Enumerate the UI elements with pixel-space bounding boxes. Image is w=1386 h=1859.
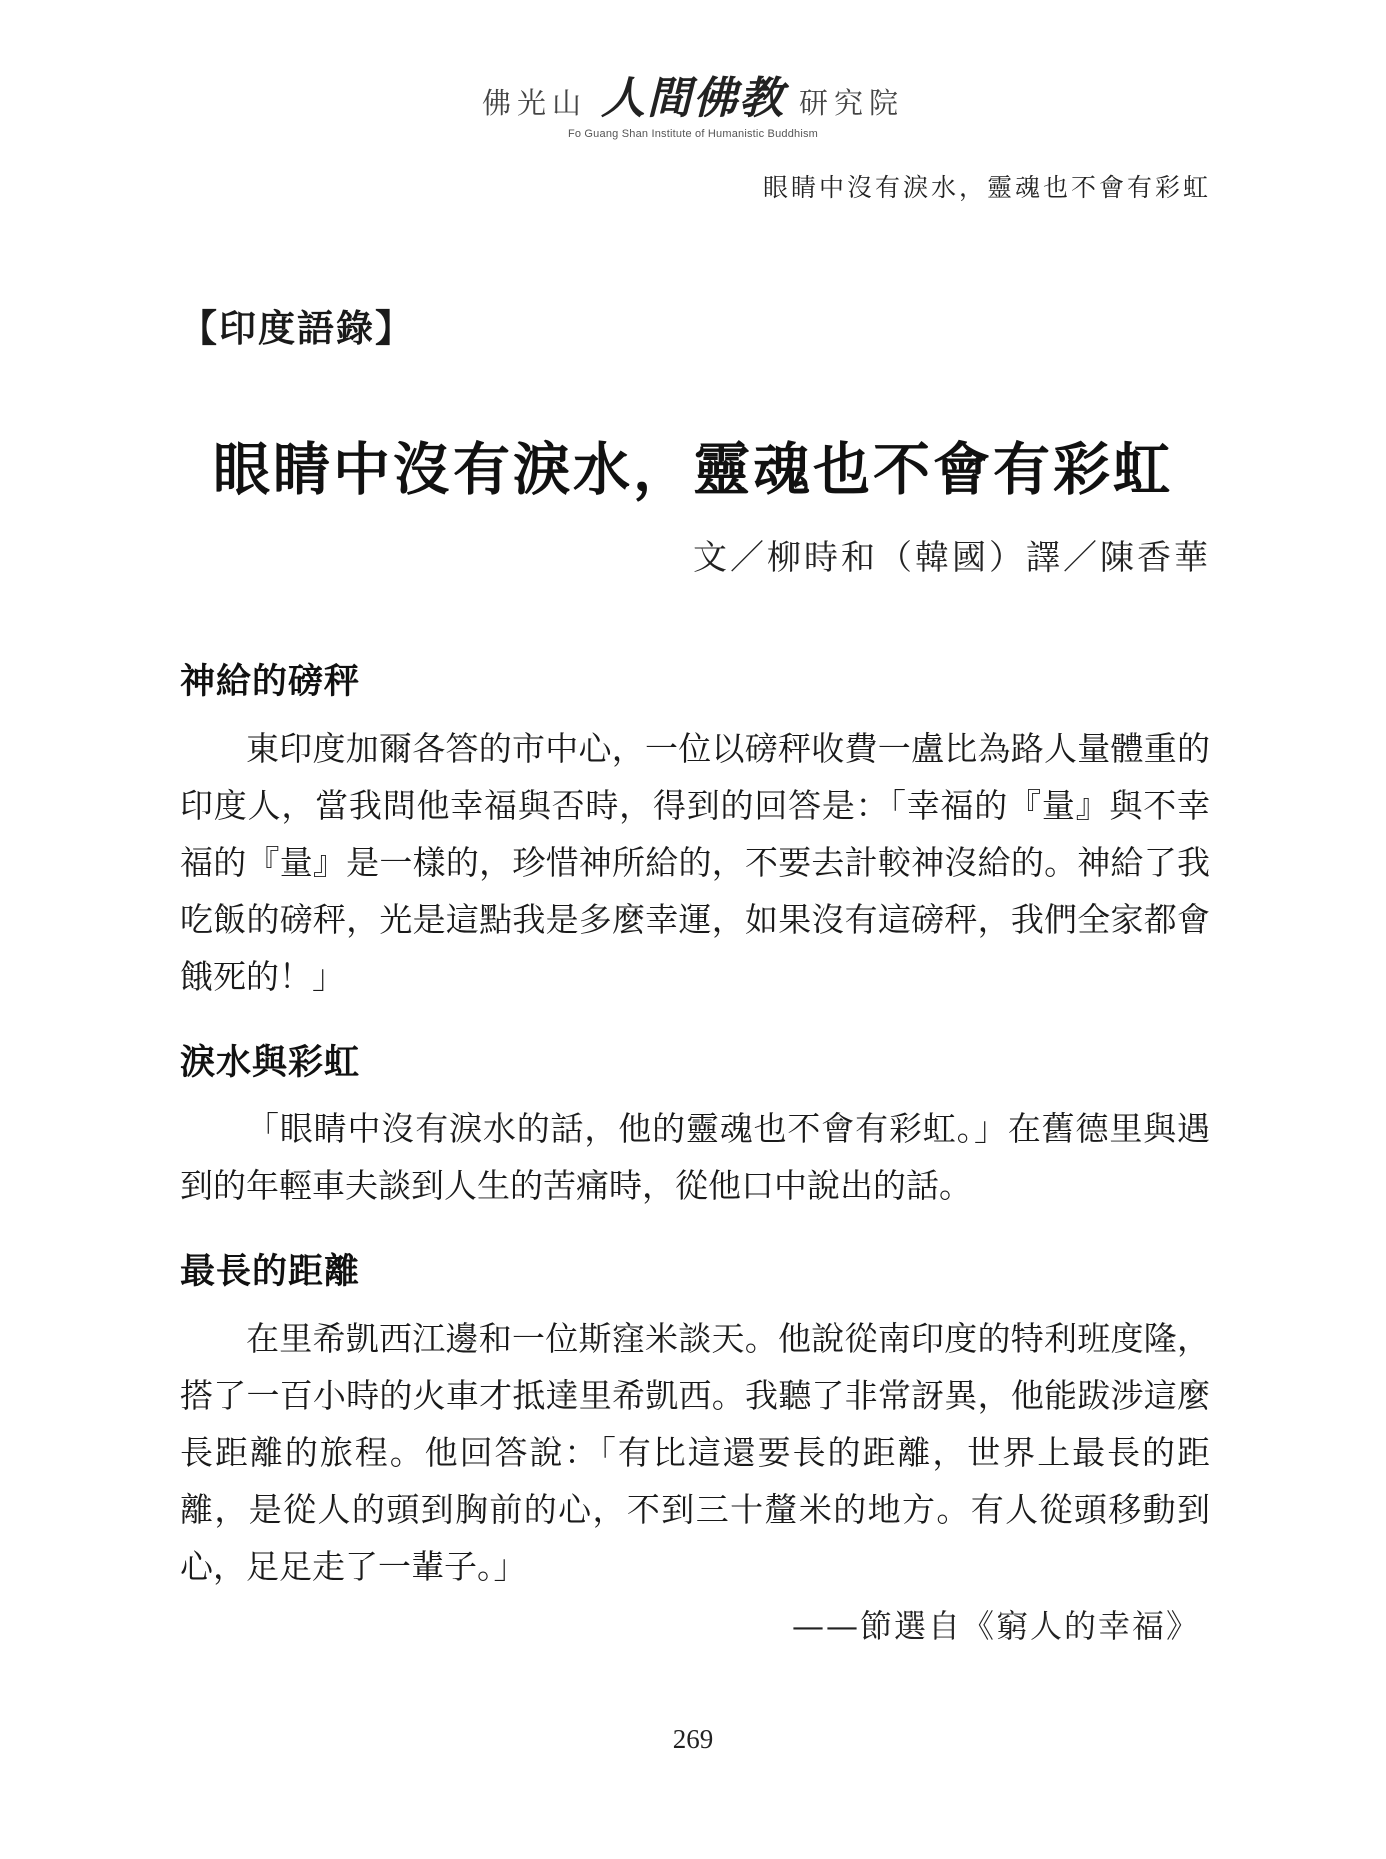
masthead-brand-text: 人間佛教	[601, 73, 785, 124]
section-tears-rainbow	[180, 1041, 1210, 1215]
article-body	[180, 660, 1210, 1647]
section-heading: 淚水與彩虹	[180, 1042, 361, 1083]
institute-masthead	[0, 62, 1386, 140]
section-paragraph: 「眼睛中沒有淚水的話，他的靈魂也不會有彩虹。」在舊德里與遇到的年輕車夫談到人生的苦痛時，從他口中說出的話。	[180, 1109, 1210, 1205]
article-title: 眼睛中沒有淚水，靈魂也不會有彩虹	[213, 436, 1173, 503]
section-heading: 神給的磅秤	[180, 662, 361, 702]
masthead-logo	[482, 62, 904, 126]
section-heading: 最長的距離	[180, 1252, 361, 1292]
source-citation: ——節選自《窮人的幸福》	[791, 1606, 1200, 1645]
page-number: 269	[672, 1724, 714, 1754]
masthead-left-text: 佛光山	[481, 86, 587, 120]
masthead-right-text: 研究院	[799, 86, 905, 120]
running-header: 眼睛中沒有淚水，靈魂也不會有彩虹	[762, 173, 1211, 202]
section-paragraph: 在里希凱西江邊和一位斯窪米談天。他說從南印度的特利班度隆，搭了一百小時的火車才抵達里希凱西。我聽了非常訝異，他能跋涉這麼長距離的旅程。他回答說：「有比這還要長的距離，世界上最長的距離，是從人的頭到胸前的心，不到三十釐米的地方。有人從頭移動到心，足足走了一輩子。」	[180, 1318, 1210, 1586]
section-paragraph: 東印度加爾各答的市中心，一位以磅秤收費一盧比為路人量體重的印度人，當我問他幸福與否時，得到的回答是：「幸福的『量』與不幸福的『量』是一樣的，珍惜神所給的，不要去計較神沒給的。神給了我吃飯的磅秤，光是這點我是多麼幸運，如果沒有這磅秤，我們全家都會餓死的！」	[180, 728, 1210, 996]
section-longest-distance	[180, 1250, 1210, 1595]
section-scale	[180, 660, 1210, 1005]
masthead-english-name: Fo Guang Shan Institute of Humanistic Buddhism	[567, 128, 819, 140]
section-label: 【印度語錄】	[180, 307, 414, 350]
byline: 文／柳時和（韓國）譯／陳香華	[693, 538, 1211, 578]
